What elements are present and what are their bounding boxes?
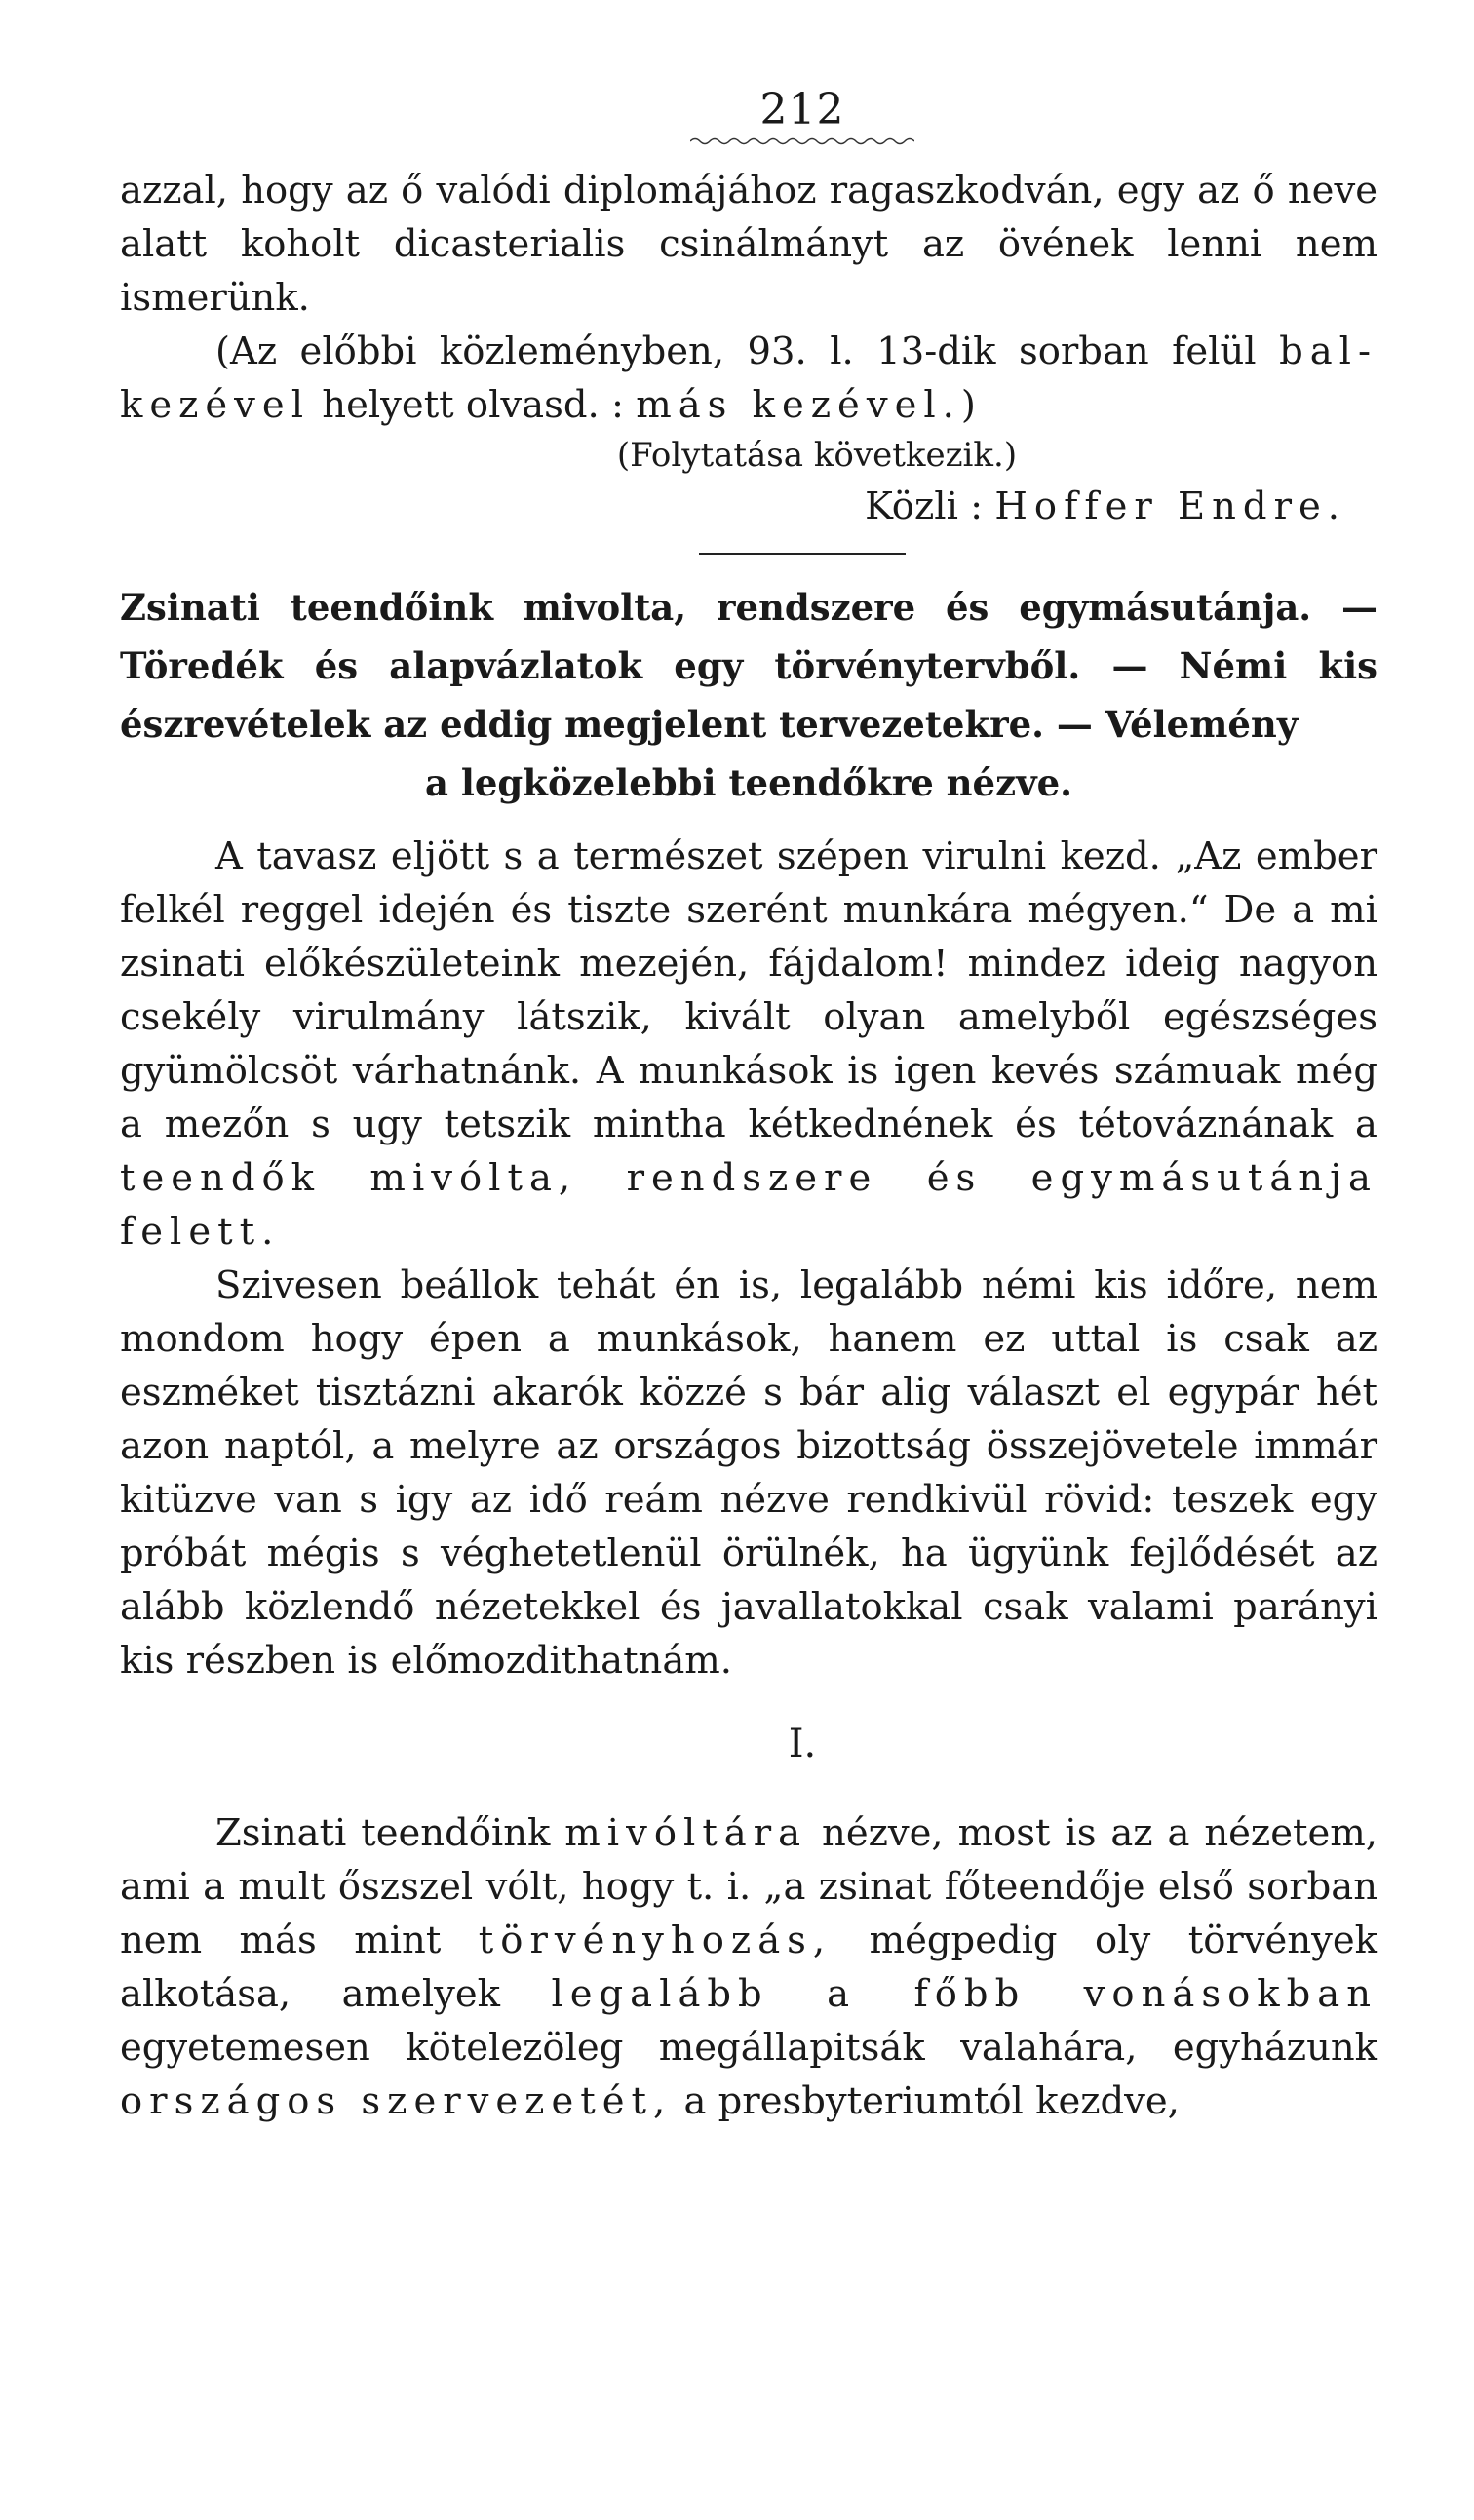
erratum-word-1: bal-kezével: [120, 330, 1377, 427]
erratum-mid: helyett olvasd. :: [322, 383, 624, 427]
article-paragraph-2: Szivesen beállok tehát én is, legalább némi kis időre, nem mondom hogy épen a munkások, hanem ez uttal is csak az eszméket tisztázni akarók közzé s bár alig választ el egypár hét azon naptól, a melyre az országos bizottság összejövetele immár kitüzve van s igy az idő reám nézve rendkivül rövid: teszek egy próbát mégis s véghetetlenül örülnék, ha ügyünk fejlődését az alább közlendő nézetekkel és javallatokkal csak valami parányi kis részben is előmozdithatnám.: [120, 1263, 1377, 1683]
page-number-ornament: [583, 136, 914, 146]
erratum-note: [120, 325, 1377, 432]
p1-text-after: felett.: [120, 1210, 281, 1254]
p1-spaced-phrase: teendők mivólta, rendszere és egymásutánja: [120, 1156, 1377, 1200]
p3-text-c: mégpedig oly törvények alkotása, amelyek: [120, 1919, 1377, 2016]
book-page: [120, 86, 1377, 2128]
p3-text-a: Zsinati teendőink: [215, 1811, 551, 1855]
p3-spaced-1: mivóltára: [564, 1811, 808, 1855]
p3-spaced-2: törvényhozás,: [478, 1919, 833, 1962]
erratum-after: ): [960, 383, 976, 427]
signature-line: [120, 479, 1377, 535]
article-heading: Zsinati teendőink mivolta, rendszere és egymásutánja. — Töredék és alapvázlatok egy törvénytervből. — Némi kis észrevételek az eddig megjelent tervezetekre. — Vélemény: [120, 586, 1377, 746]
signature-label: Közli :: [865, 485, 984, 528]
continued-note: (Folytatása következik.): [616, 436, 1018, 475]
section-number: I.: [788, 1722, 817, 1766]
p3-text-e: a presbyteriumtól kezdve,: [683, 2079, 1180, 2123]
section-divider: [699, 553, 906, 555]
p1-text-before: A tavasz eljött s a természet szépen virulni kezd. „Az ember felkél reggel idején és tiszte szerént munkára mégyen.“ De a mi zsinati előkészületeink mezején, fájdalom! mindez ideig nagyon csekély virulmány látszik, kivált olyan amelyből egészséges gyümölcsöt várhatnánk. A munkások is igen kevés számuak még a mezőn s ugy tetszik mintha kétkednének és tétováznának a: [120, 834, 1377, 1146]
p3-spaced-4: országos szervezetét,: [120, 2079, 673, 2123]
continuation-paragraph: azzal, hogy az ő valódi diplomájához ragaszkodván, egy az ő neve alatt koholt dicasterialis csinálmányt az övének lenni nem ismerünk.: [120, 169, 1377, 320]
p3-spaced-3: legalább a főbb vonásokban: [551, 1972, 1377, 2016]
erratum-before: (Az előbbi közleményben, 93. l. 13-dik sorban felül: [215, 330, 1257, 373]
article-paragraph-3: [120, 1806, 1377, 2128]
article-heading-last-line: a legközelebbi teendőkre nézve.: [424, 761, 1072, 804]
signature-name: Hoffer Endre.: [994, 485, 1346, 528]
erratum-word-2: más kezével.: [636, 383, 961, 427]
p3-text-d: egyetemesen kötelezöleg megállapitsák valahára, egyházunk: [120, 2026, 1377, 2070]
page-number: 212: [759, 85, 845, 135]
article-paragraph-1: [120, 830, 1377, 1259]
p3-text-b: nézve, most is az a nézetem, ami a mult őszszel vólt, hogy t. i. „a zsinat főteendője első sorban nem más mint: [120, 1811, 1377, 1962]
